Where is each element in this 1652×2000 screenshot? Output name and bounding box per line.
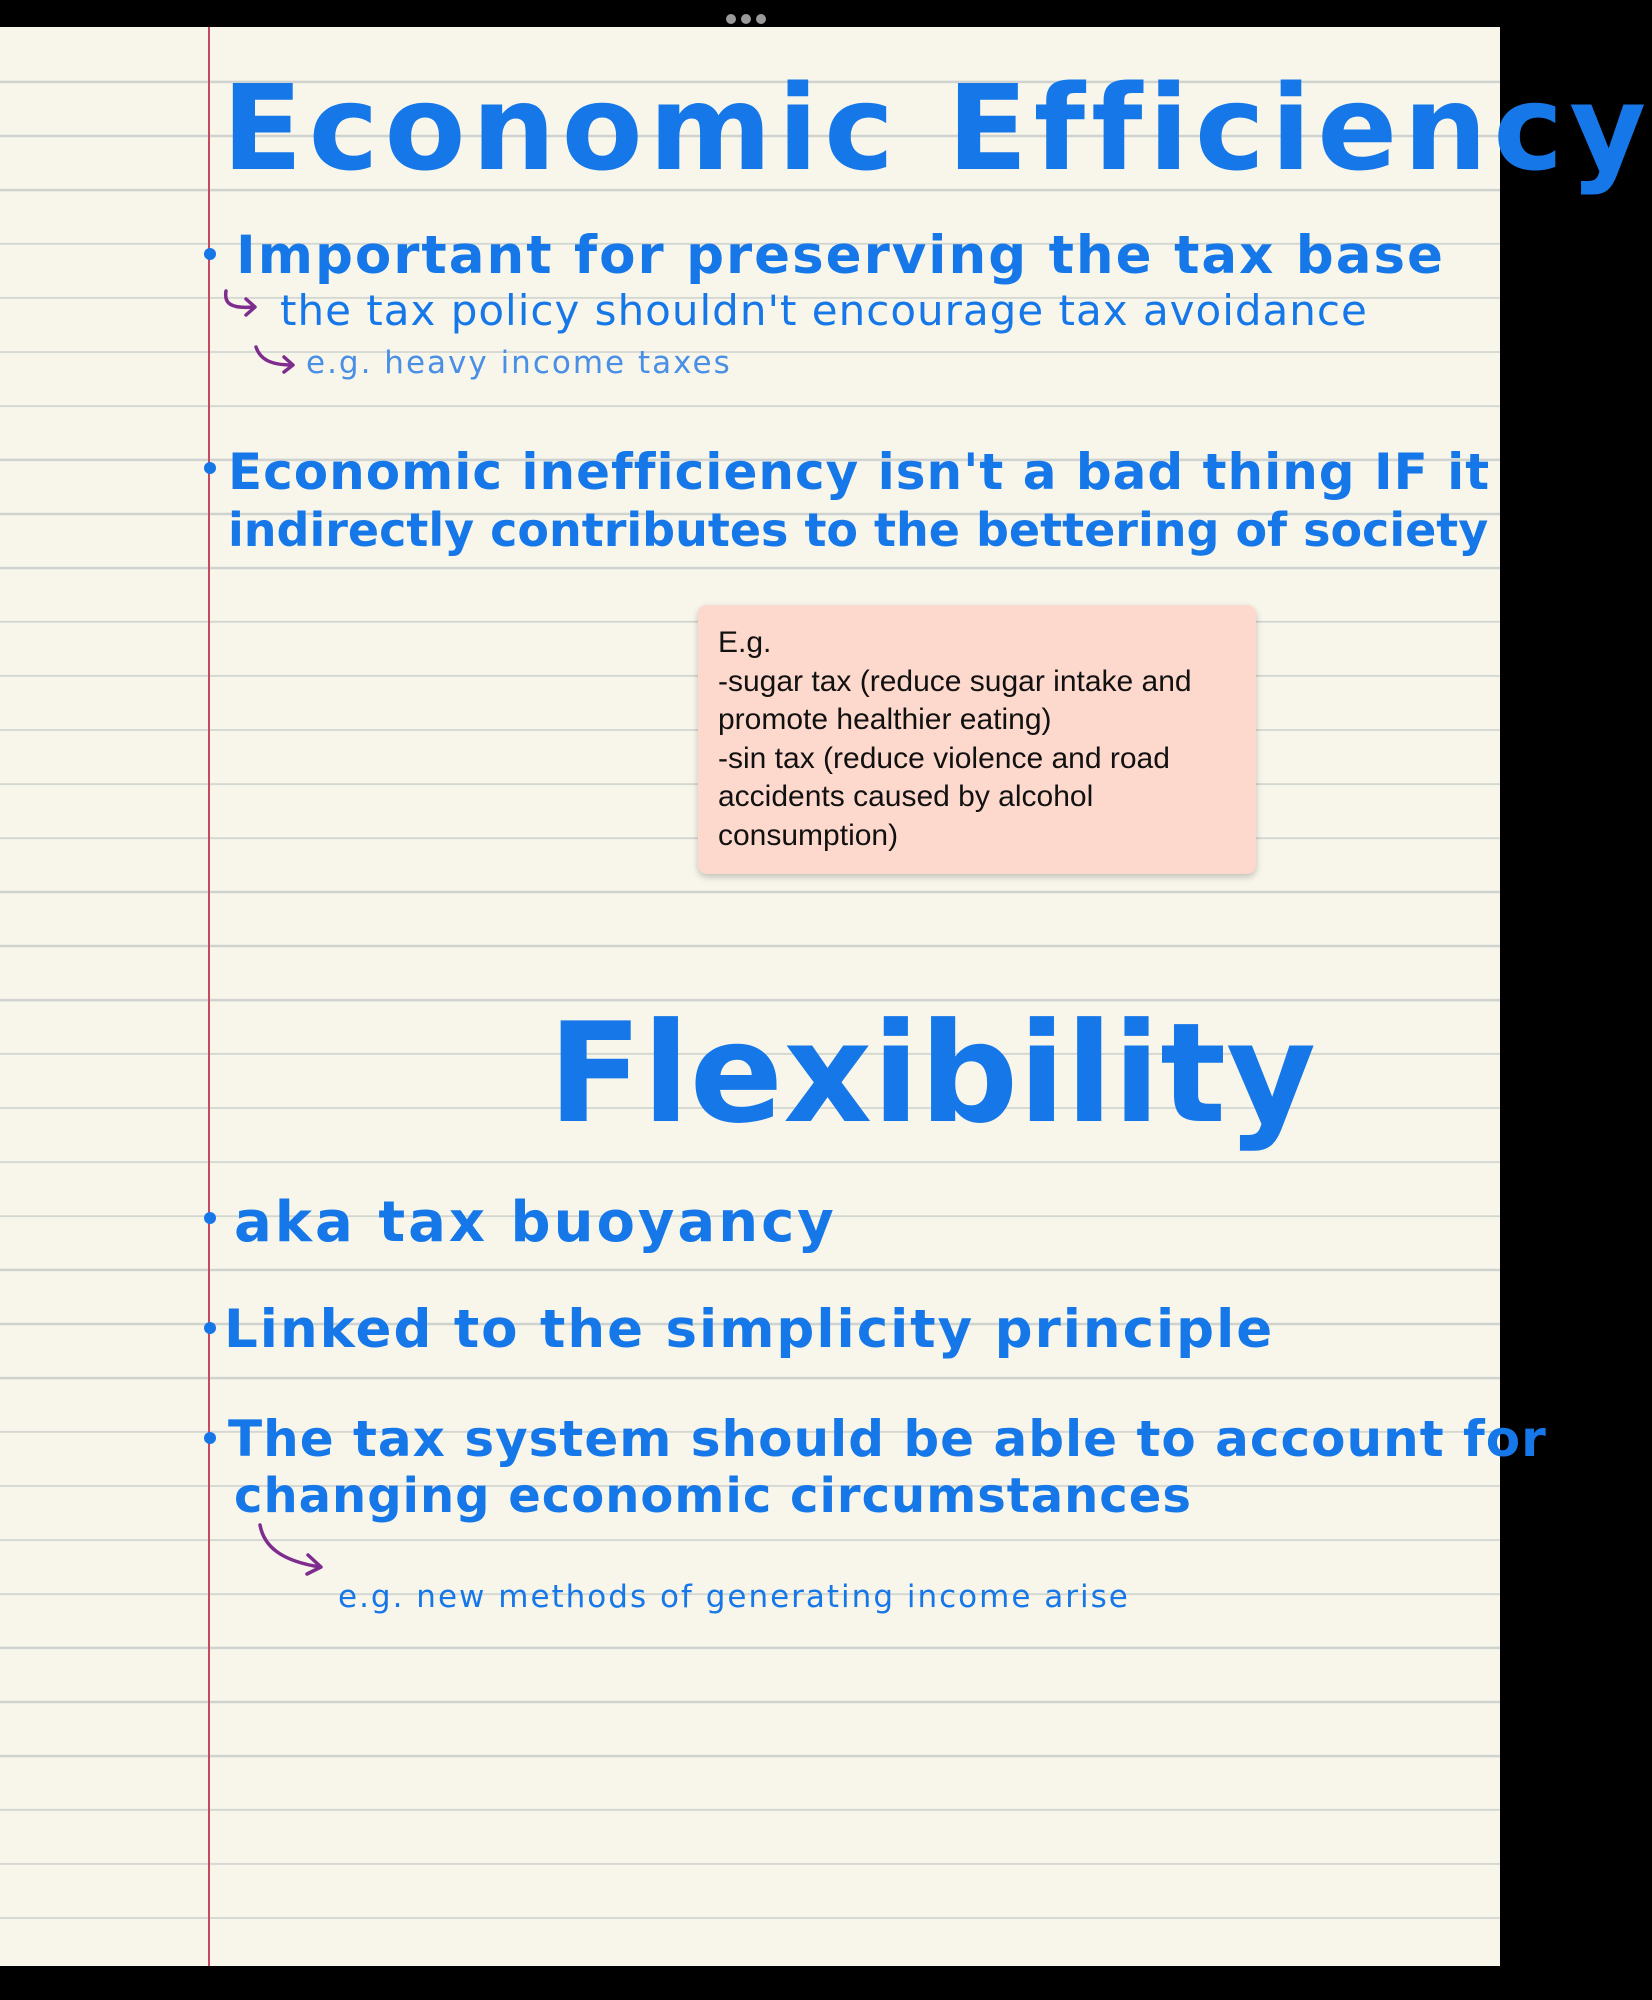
bullet-point xyxy=(204,1322,216,1334)
notebook-page[interactable] xyxy=(0,27,1652,1966)
bullet-point xyxy=(204,248,216,260)
heading-flexibility: Flexibility xyxy=(548,993,1317,1154)
more-options-icon[interactable] xyxy=(726,14,766,24)
sticky-note-text: E.g. -sugar tax (reduce sugar intake and promote healthier eating) -sin tax (reduce violence and road accidents caused by alcohol consumption) xyxy=(718,626,1192,852)
margin-line xyxy=(208,27,210,1966)
purple-arrow-icon xyxy=(222,287,262,323)
example-new-income-methods: e.g. new methods of generating income arise xyxy=(338,1579,1130,1615)
bullet-point xyxy=(204,462,216,474)
bullet-inefficiency-line2: indirectly contributes to the bettering of society xyxy=(228,503,1489,557)
example-heavy-income-taxes: e.g. heavy income taxes xyxy=(306,345,732,381)
bullet-simplicity-principle: Linked to the simplicity principle xyxy=(224,1299,1275,1360)
purple-arrow-icon xyxy=(252,343,298,379)
heading-economic-efficiency: Economic Efficiency xyxy=(222,59,1652,197)
sticky-note[interactable] xyxy=(698,605,1256,874)
bullet-tax-base: Important for preserving the tax base xyxy=(236,225,1445,286)
bullet-point xyxy=(204,1212,216,1224)
bullet-inefficiency-line1: Economic inefficiency isn't a bad thing IF it xyxy=(228,443,1491,501)
bullet-tax-system-line2: changing economic circumstances xyxy=(234,1468,1192,1524)
bullet-tax-buoyancy: aka tax buoyancy xyxy=(234,1190,837,1255)
top-bar xyxy=(0,0,1500,27)
bullet-point xyxy=(204,1432,216,1444)
bullet-tax-system-line1: The tax system should be able to account for xyxy=(228,1410,1547,1468)
purple-arrow-icon xyxy=(254,1521,328,1577)
bottom-bar xyxy=(0,1966,1500,2000)
sub-tax-avoidance: the tax policy shouldn't encourage tax avoidance xyxy=(280,286,1368,335)
